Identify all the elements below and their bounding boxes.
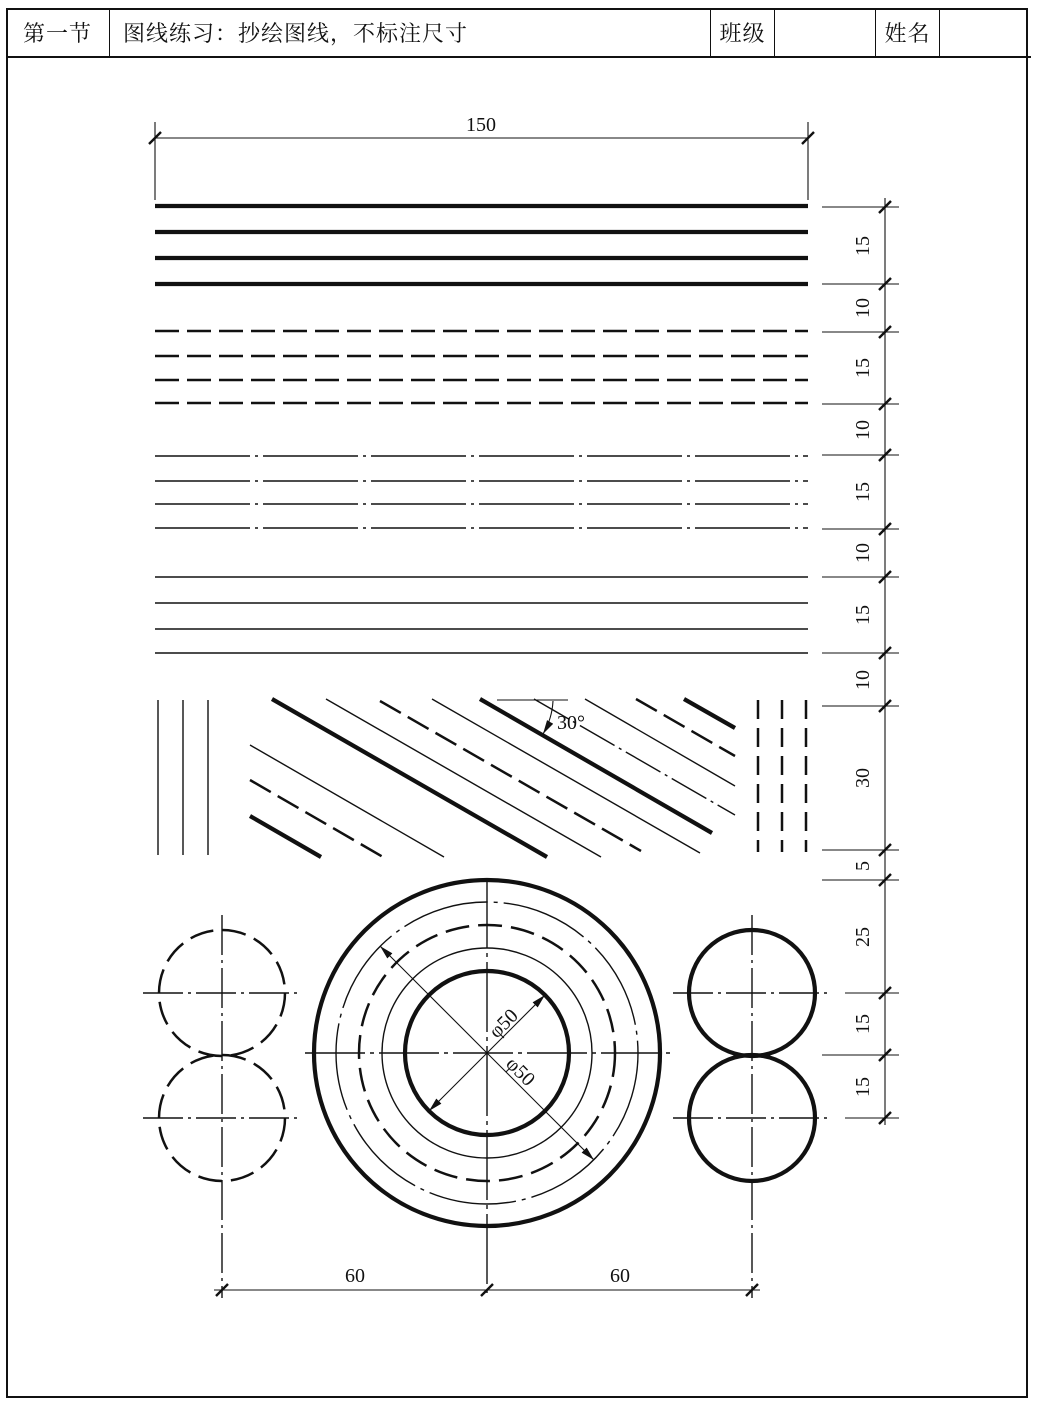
section-cell: 第一节 [6,8,110,56]
chain-dim-label: 15 [852,358,874,378]
diameter-label-outer: φ50 [501,1052,540,1091]
name-label: 姓名 [876,8,940,56]
thin-line-group [155,577,808,653]
bottom-dimension-label: 60 [345,1265,365,1287]
diagonal-thin-line [250,745,444,857]
chain-dim-label: 15 [852,1014,874,1034]
diagonal-dashed-line [250,780,383,857]
concentric-circles [305,878,670,1298]
top-dimension-label: 150 [466,114,496,136]
exercise-title: 图线练习：抄绘图线，不标注尺寸 [110,8,711,56]
dashed-line-group [155,331,808,403]
vertical-thin-line-group [158,700,208,855]
angle-label: 30° [557,712,585,734]
chain-dim-label: 30 [852,768,874,788]
diagonal-line-group [250,699,735,857]
chain-dim-label: 5 [852,861,874,871]
class-label: 班级 [711,8,775,56]
right-dimension-chain [822,198,899,1125]
chain-dim-label: 10 [852,543,874,563]
diameter-label-inner: φ50 [484,1004,523,1043]
chain-dim-label: 15 [852,236,874,256]
chain-dim-label: 15 [852,1077,874,1097]
chain-dim-label: 15 [852,482,874,502]
center-line-group [155,456,808,528]
diagonal-dashed-line [380,701,641,851]
left-circle-pair [143,915,301,1298]
chain-dim-label: 25 [852,927,874,947]
top-dimension [149,114,814,200]
chain-dim-label: 10 [852,298,874,318]
diagonal-dashed-line [636,699,735,756]
thick-line-group [155,206,808,284]
diagonal-thick-line [272,699,547,857]
angle-arc-arrow [543,701,553,734]
chain-dim-label: 10 [852,420,874,440]
diagonal-thick-line [250,816,321,857]
chain-dim-label: 15 [852,605,874,625]
bottom-dimension-label: 60 [610,1265,630,1287]
vertical-dashed-line-group [758,700,806,852]
right-circle-pair [673,915,831,1298]
diagonal-thick-line [480,699,712,833]
diagonal-thick-line [684,699,735,728]
chain-dim-label: 10 [852,670,874,690]
